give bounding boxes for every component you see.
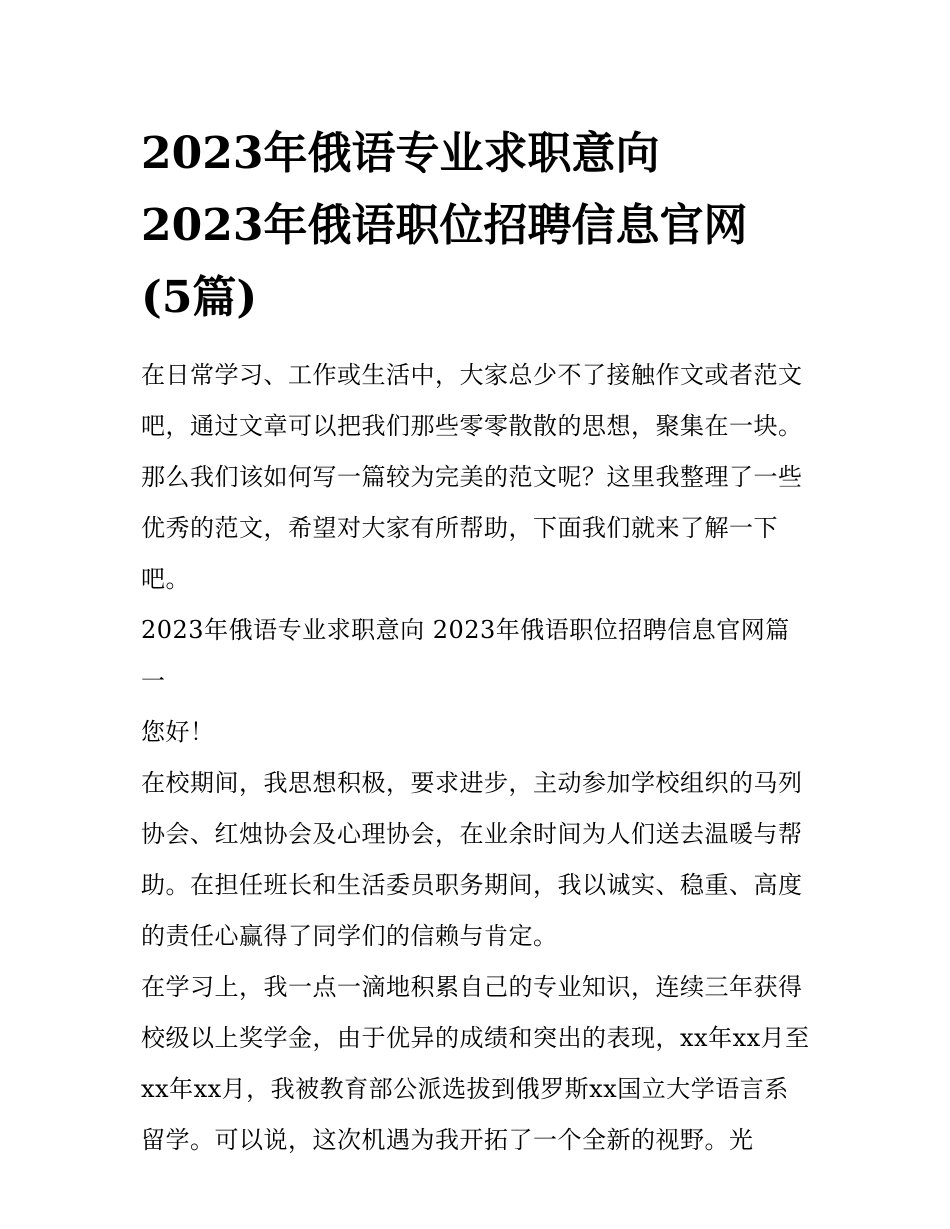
section-heading: 2023年俄语专业求职意向 2023年俄语职位招聘信息官网篇一 xyxy=(141,616,790,695)
title-line: 2023年俄语专业求职意向 xyxy=(141,128,660,179)
body-paragraph: 在学习上，我一点一滴地积累自己的专业知识，连续三年获得校级以上奖学金，由于优异的成绩和突出的表现，xx年xx月至xx年xx月，我被教育部公派选拔到俄罗斯xx国立大学语言系留学。可以说，这次机遇为我开拓了一个全新的视野。光 xyxy=(141,973,810,1154)
document-title xyxy=(141,118,813,334)
intro-paragraph: 在日常学习、工作或生活中，大家总少不了接触作文或者范文吧，通过文章可以把我们那些零零散散的思想，聚集在一块。那么我们该如何写一篇较为完美的范文呢？这里我整理了一些优秀的范文，希望对大家有所帮助，下面我们就来了解一下吧。 xyxy=(141,361,803,593)
greeting-paragraph: 您好！ xyxy=(141,718,215,746)
document-page xyxy=(141,118,813,1166)
body-paragraph: 在校期间，我思想积极，要求进步，主动参加学校组织的马列协会、红烛协会及心理协会，在业余时间为人们送去温暖与帮助。在担任班长和生活委员职务期间，我以诚实、稳重、高度的责任心赢得了同学们的信赖与肯定。 xyxy=(141,769,803,950)
title-line: (5篇) xyxy=(141,272,258,323)
title-line: 2023年俄语职位招聘信息官网 xyxy=(141,200,748,251)
